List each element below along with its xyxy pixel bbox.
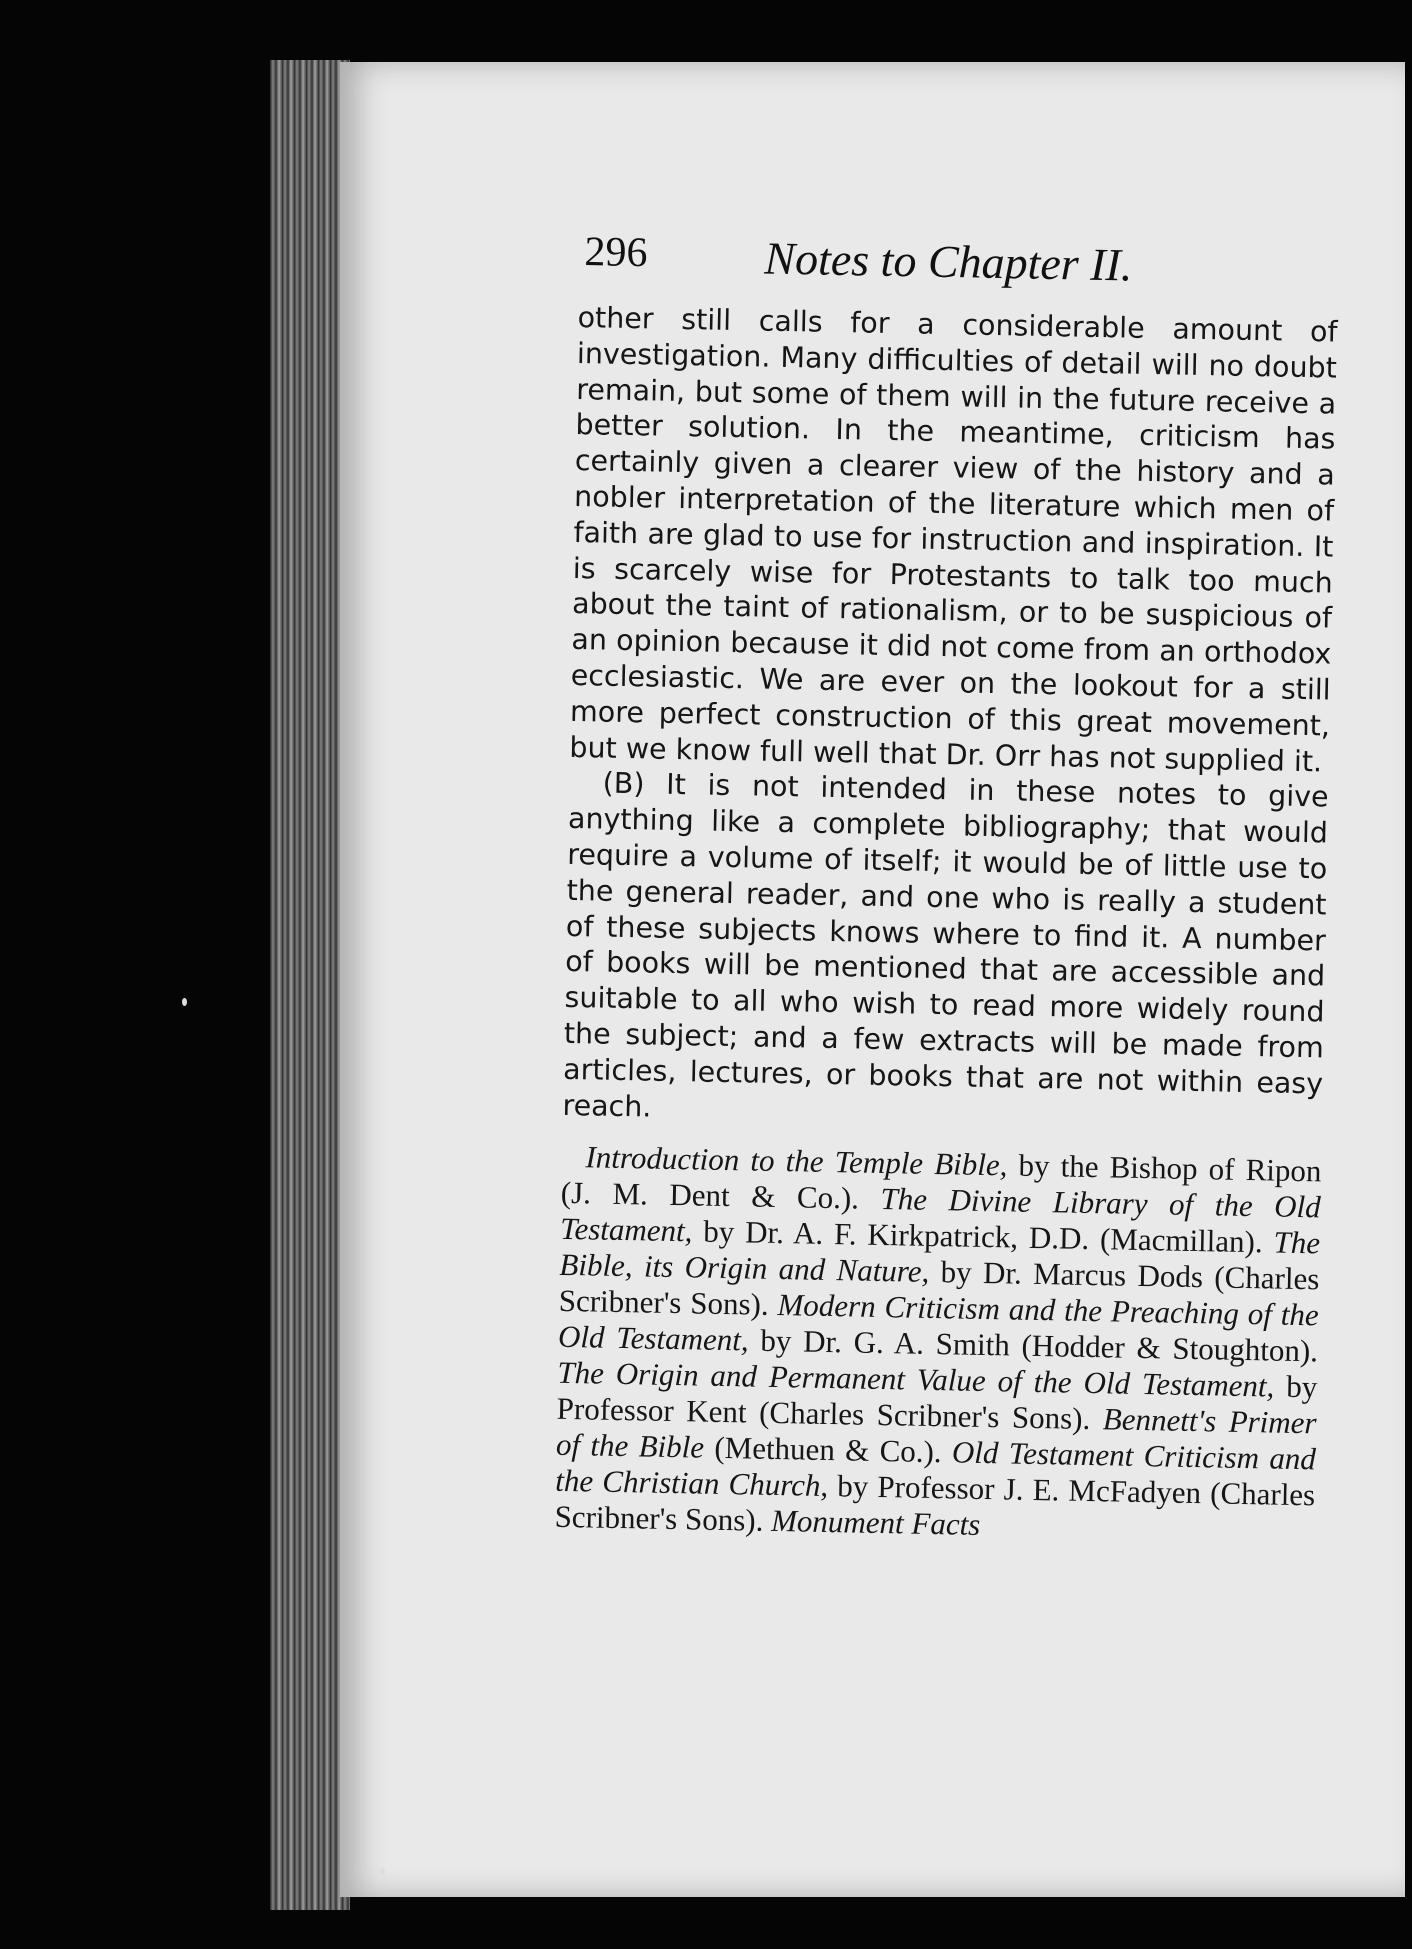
book-title: Modern Criticism and the Preaching of the Old Testament, <box>557 1287 1319 1358</box>
book-title: Introduction to the Temple Bible, <box>585 1139 1008 1183</box>
book-title: Monument Facts <box>770 1503 981 1543</box>
page-number: 296 <box>584 228 648 277</box>
book-details: by the Bishop of Ripon (J. M. Dent & Co.). <box>560 1147 1322 1217</box>
book-title: The Origin and Permanent Value of the Old Testament, <box>557 1355 1275 1404</box>
paragraph-note-b: (B) It is not intended in these notes to give anything like a complete bibliography; that would require a volume of itself; it would be of little use to the general reader, and one who is really a student of these subjects knows where to find it. A number of books will be mentioned that are accessible and suitable to all who wish to read more widely round the subject; and a few extracts will be made from articles, lectures, or books that are not within easy reach. <box>562 766 1329 1124</box>
book-title: Old Testament Criticism and the Christian Church, <box>554 1434 1317 1504</box>
paragraph-continuation: other still calls for a considerable amount of investigation. Many difficulties of detail will no doubt remain, but some of them will in the future receive a better solution. In the meantime, criticism has certainly given a clearer view of the history and a nobler interpretation of the literature which men of faith are glad to use for instruction and inspiration. It is scarcely wise for Protestants to talk too much about the taint of rationalism, or to be suspicious of an opinion because it did not come from an orthodox ecclesiastic. We are ever on the lookout for a still more perfect construction of this great movement, but we know full well that Dr. Orr has not supplied it. <box>569 300 1338 778</box>
book-details: by Dr. G. A. Smith (Hodder & Stoughton). <box>748 1322 1319 1369</box>
book-details: (Methuen & Co.). <box>703 1429 953 1470</box>
scan-speck <box>380 1868 385 1875</box>
book-title: Bennett's Primer of the Bible <box>555 1401 1317 1465</box>
scan-speck <box>182 998 187 1006</box>
book-details: by Dr. Marcus Dods (Charles Scribner's Sons). <box>558 1254 1320 1323</box>
page-header <box>584 228 1185 300</box>
book-title: The Bible, its Origin and Nature, <box>559 1224 1321 1290</box>
book-details: by Professor Kent (Charles Scribner's Sons). <box>556 1368 1318 1437</box>
scan-binding-edge <box>270 60 350 1910</box>
book-details: by Dr. A. F. Kirkpatrick, D.D. (Macmillan). <box>692 1213 1274 1260</box>
book-title: The Divine Library of the Old Testament, <box>559 1181 1322 1249</box>
page-body <box>554 300 1338 1550</box>
paragraph-bibliography <box>554 1139 1321 1550</box>
book-details: by Professor J. E. McFadyen (Charles Scribner's Sons). <box>554 1468 1316 1539</box>
running-head: Notes to Chapter II. <box>763 232 1133 291</box>
